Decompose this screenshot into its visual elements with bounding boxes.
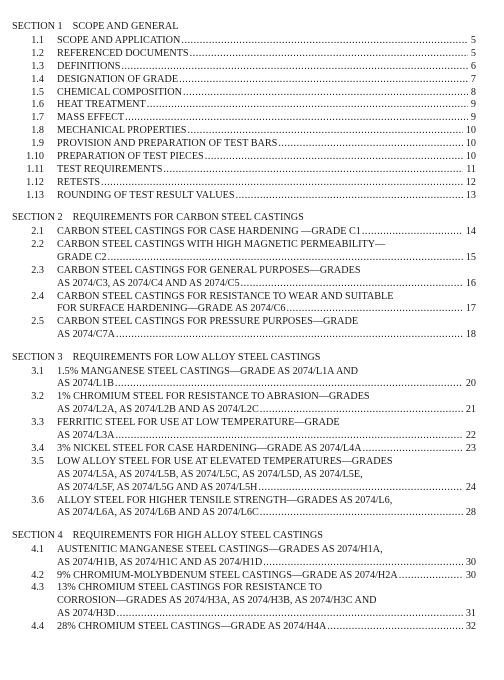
entry-text: [57, 163, 464, 176]
entry-number: 4.2: [31, 569, 44, 581]
entry-page-number: 28: [465, 507, 476, 519]
entry-text: [57, 506, 464, 519]
entry-text: [57, 251, 464, 264]
entry-text: [57, 581, 476, 594]
dot-leader: [263, 556, 463, 569]
entry-page-number: 20: [465, 378, 476, 390]
dot-leader: [121, 60, 468, 73]
entry-number: 4.3: [31, 582, 44, 594]
entry-page-number: 14: [465, 226, 476, 237]
entry-page-number: 13: [465, 189, 476, 201]
entry-number: 1.10: [26, 151, 44, 162]
section-number: SECTION 2: [12, 212, 63, 224]
toc-entry[interactable]: [0, 225, 504, 238]
toc-entry[interactable]: [0, 47, 504, 60]
entry-page-number: 17: [465, 303, 476, 315]
entry-text: [57, 594, 476, 607]
entry-text: [57, 225, 464, 238]
toc-entry[interactable]: [0, 290, 504, 303]
entry-title: AS 2074/L1B: [57, 378, 114, 390]
dot-leader: [399, 569, 463, 582]
entry-number: 1.9: [31, 138, 44, 150]
entry-number: 1.12: [26, 176, 44, 188]
dot-leader: [183, 86, 468, 99]
dot-leader: [287, 302, 464, 315]
entry-text: [57, 543, 476, 556]
toc-entry-continuation[interactable]: [0, 556, 504, 569]
dot-leader: [205, 150, 463, 163]
entry-page-number: 7: [470, 73, 476, 85]
entry-page-number: 32: [465, 621, 476, 633]
entry-number: 1.2: [31, 47, 44, 59]
entry-title: ROUNDING OF TEST RESULT VALUES: [57, 189, 235, 201]
entry-title: 1.5% MANGANESE STEEL CASTINGS—GRADE AS 2074/L1A AND: [57, 365, 359, 377]
dot-leader: [260, 403, 463, 416]
dot-leader: [260, 506, 463, 519]
entry-page-number: 18: [465, 329, 476, 341]
dot-leader: [241, 277, 463, 290]
entry-text: [57, 429, 464, 442]
toc-entry[interactable]: [0, 264, 504, 277]
entry-text: [57, 290, 476, 303]
entry-number: 3.1: [31, 365, 44, 377]
toc-entry[interactable]: [0, 543, 504, 556]
dot-leader: [116, 328, 463, 341]
entry-number: 3.4: [31, 442, 44, 454]
toc-entry[interactable]: [0, 137, 504, 150]
entry-number: 2.1: [31, 226, 44, 237]
entry-text: [57, 442, 464, 455]
entry-title: AS 2074/H1B, AS 2074/H1C AND AS 2074/H1D: [57, 556, 263, 568]
entry-text: [57, 365, 476, 378]
toc-entry[interactable]: [0, 60, 504, 73]
entry-text: [57, 302, 464, 315]
entry-number: 1.8: [31, 125, 44, 137]
dot-leader: [278, 137, 463, 150]
entry-page-number: 12: [465, 176, 476, 188]
dot-leader: [125, 111, 468, 124]
entry-title: 9% CHROMIUM-MOLYBDENUM STEEL CASTINGS—GRADE AS 2074/H2A: [57, 569, 398, 581]
entry-title: 28% CHROMIUM STEEL CASTINGS—GRADE AS 2074/H4A: [57, 621, 327, 633]
entry-title: DEFINITIONS: [57, 60, 121, 72]
toc-entry[interactable]: [0, 163, 504, 176]
entry-title: CARBON STEEL CASTINGS FOR GENERAL PURPOSES—GRADES: [57, 264, 361, 276]
entry-page-number: 5: [470, 34, 476, 46]
entry-page-number: 5: [470, 47, 476, 59]
toc-entry-continuation[interactable]: [0, 377, 504, 390]
entry-page-number: 11: [466, 163, 476, 175]
entry-text: [57, 403, 464, 416]
entry-title: TEST REQUIREMENTS: [57, 163, 163, 175]
entry-title: 3% NICKEL STEEL FOR CASE HARDENING—GRADE AS 2074/L4A: [57, 442, 362, 454]
entry-number: 1.13: [26, 189, 44, 201]
entry-title: AS 2074/L2A, AS 2074/L2B AND AS 2074/L2C: [57, 404, 259, 416]
entry-text: [57, 111, 469, 124]
toc-entry-continuation[interactable]: [0, 607, 504, 620]
entry-title: LOW ALLOY STEEL FOR USE AT ELEVATED TEMPERATURES—GRADES: [57, 455, 393, 467]
entry-text: [57, 607, 464, 620]
entry-text: [57, 315, 476, 328]
entry-text: [57, 238, 476, 251]
toc-entry[interactable]: [0, 365, 504, 378]
toc-entry[interactable]: [0, 238, 504, 251]
toc-entry[interactable]: [0, 455, 504, 468]
entry-page-number: 10: [465, 138, 476, 150]
toc-entry[interactable]: [0, 150, 504, 163]
entry-page-number: 31: [465, 608, 476, 620]
entry-text: [57, 620, 464, 633]
entry-title: CARBON STEEL CASTINGS WITH HIGH MAGNETIC PERMEABILITY—: [57, 238, 386, 250]
entry-page-number: 10: [465, 151, 476, 162]
toc-entry[interactable]: [0, 620, 504, 633]
section-heading: [12, 212, 304, 224]
entry-text: [57, 189, 464, 202]
toc-entry[interactable]: [0, 494, 504, 507]
entry-number: 1.1: [31, 34, 44, 46]
toc-entry-continuation[interactable]: [0, 251, 504, 264]
entry-page-number: 22: [465, 430, 476, 441]
entry-text: [57, 264, 476, 277]
entry-title: FOR SURFACE HARDENING—GRADE AS 2074/C6: [57, 303, 286, 315]
toc-entry[interactable]: [0, 176, 504, 189]
entry-text: [57, 328, 464, 341]
toc-entry-continuation[interactable]: [0, 481, 504, 494]
entry-page-number: 24: [465, 481, 476, 493]
entry-title: 13% CHROMIUM STEEL CASTINGS FOR RESISTANCE TO: [57, 582, 323, 594]
section-title: REQUIREMENTS FOR CARBON STEEL CASTINGS: [72, 212, 304, 224]
toc-entry[interactable]: [0, 73, 504, 86]
dot-leader: [181, 34, 468, 47]
entry-number: 3.5: [31, 455, 44, 467]
entry-text: [57, 277, 464, 290]
dot-leader: [258, 481, 463, 494]
section-number: SECTION 4: [12, 529, 63, 541]
entry-page-number: 9: [470, 112, 476, 124]
entry-title: 1% CHROMIUM STEEL FOR RESISTANCE TO ABRASION—GRADES: [57, 391, 370, 403]
entry-title: CARBON STEEL CASTINGS FOR PRESSURE PURPOSES—GRADE: [57, 316, 359, 328]
toc-entry-continuation[interactable]: [0, 468, 504, 481]
section-heading: [12, 21, 179, 33]
entry-text: [57, 569, 464, 582]
section-heading: [12, 352, 320, 364]
entry-text: [57, 377, 464, 390]
dot-leader: [363, 442, 463, 455]
section-title: REQUIREMENTS FOR LOW ALLOY STEEL CASTINGS: [72, 351, 321, 363]
entry-title: PREPARATION OF TEST PIECES: [57, 151, 204, 162]
toc-entry-continuation[interactable]: [0, 594, 504, 607]
dot-leader: [179, 73, 468, 86]
entry-title: MECHANICAL PROPERTIES: [57, 125, 187, 137]
section-title: SCOPE AND GENERAL: [72, 21, 179, 32]
entry-number: 2.2: [31, 238, 44, 250]
entry-page-number: 15: [465, 251, 476, 263]
entry-text: [57, 98, 469, 111]
section-number: SECTION 3: [12, 351, 63, 363]
entry-title: MASS EFFECT: [57, 112, 125, 124]
entry-page-number: 16: [465, 277, 476, 289]
toc-entry-continuation[interactable]: [0, 506, 504, 519]
entry-number: 1.3: [31, 60, 44, 72]
entry-title: GRADE C2: [57, 251, 107, 263]
dot-leader: [236, 189, 463, 202]
entry-text: [57, 137, 464, 150]
entry-page-number: 30: [465, 556, 476, 568]
entry-number: 3.6: [31, 494, 44, 506]
toc-entry-continuation[interactable]: [0, 277, 504, 290]
entry-number: 1.11: [26, 163, 44, 175]
entry-title: HEAT TREATMENT: [57, 99, 146, 111]
entry-title: CARBON STEEL CASTINGS FOR CASE HARDENING —GRADE C1: [57, 226, 361, 237]
entry-title: CHEMICAL COMPOSITION: [57, 86, 182, 98]
entry-text: [57, 176, 464, 189]
toc-entry[interactable]: [0, 111, 504, 124]
entry-page-number: 8: [470, 86, 476, 98]
entry-title: AS 2074/C3, AS 2074/C4 AND AS 2074/C5: [57, 277, 240, 289]
entry-number: 3.2: [31, 391, 44, 403]
entry-text: [57, 481, 464, 494]
toc-entry[interactable]: [0, 569, 504, 582]
entry-number: 1.7: [31, 112, 44, 124]
entry-title: RETESTS: [57, 176, 101, 188]
entry-title: AS 2074/H3D: [57, 608, 116, 620]
toc-entry[interactable]: [0, 86, 504, 99]
entry-number: 1.6: [31, 99, 44, 111]
toc-entry-continuation[interactable]: [0, 403, 504, 416]
entry-title: ALLOY STEEL FOR HIGHER TENSILE STRENGTH—GRADES AS 2074/L6,: [57, 494, 393, 506]
entry-title: AS 2074/L5A, AS 2074/L5B, AS 2074/L5C, AS 2074/L5D, AS 2074/L5E,: [57, 468, 363, 480]
toc-entry[interactable]: [0, 581, 504, 594]
entry-text: [57, 124, 464, 137]
toc-entry-continuation[interactable]: [0, 302, 504, 315]
entry-text: [57, 47, 469, 60]
entry-title: AUSTENITIC MANGANESE STEEL CASTINGS—GRADES AS 2074/H1A,: [57, 543, 383, 555]
entry-title: DESIGNATION OF GRADE: [57, 73, 179, 85]
section-heading: [12, 530, 323, 542]
toc-entry[interactable]: [0, 98, 504, 111]
toc-entry[interactable]: [0, 34, 504, 47]
entry-text: [57, 416, 476, 429]
dot-leader: [190, 47, 468, 60]
entry-text: [57, 73, 469, 86]
entry-page-number: 21: [465, 404, 476, 416]
entry-number: 4.4: [31, 621, 44, 633]
entry-page-number: 30: [465, 569, 476, 581]
entry-text: [57, 150, 464, 163]
entry-page-number: 10: [465, 125, 476, 137]
section-title: REQUIREMENTS FOR HIGH ALLOY STEEL CASTINGS: [72, 529, 323, 541]
dot-leader: [187, 124, 463, 137]
entry-title: SCOPE AND APPLICATION: [57, 34, 181, 46]
entry-page-number: 23: [465, 442, 476, 454]
entry-number: 2.5: [31, 316, 44, 328]
dot-leader: [163, 163, 463, 176]
entry-text: [57, 390, 476, 403]
entry-text: [57, 455, 476, 468]
entry-number: 4.1: [31, 543, 44, 555]
dot-leader: [115, 377, 463, 390]
entry-number: 2.4: [31, 290, 44, 302]
entry-title: PROVISION AND PREPARATION OF TEST BARS: [57, 138, 278, 150]
entry-number: 3.3: [31, 417, 44, 429]
dot-leader: [327, 620, 463, 633]
toc-entry[interactable]: [0, 315, 504, 328]
dot-leader: [117, 607, 463, 620]
entry-page-number: 6: [470, 60, 476, 72]
entry-title: FERRITIC STEEL FOR USE AT LOW TEMPERATURE—GRADE: [57, 417, 340, 429]
dot-leader: [147, 98, 468, 111]
entry-title: REFERENCED DOCUMENTS: [57, 47, 189, 59]
toc-entry[interactable]: [0, 124, 504, 137]
entry-number: 1.5: [31, 86, 44, 98]
toc-entry-continuation[interactable]: [0, 328, 504, 341]
entry-title: AS 2074/L3A: [57, 430, 115, 441]
entry-text: [57, 60, 469, 73]
entry-title: AS 2074/L6A, AS 2074/L6B AND AS 2074/L6C: [57, 507, 259, 519]
dot-leader: [101, 176, 463, 189]
entry-text: [57, 34, 469, 47]
section-number: SECTION 1: [12, 21, 63, 32]
entry-text: [57, 468, 476, 481]
toc-entry[interactable]: [0, 416, 504, 429]
toc-entry[interactable]: [0, 390, 504, 403]
entry-number: 1.4: [31, 73, 44, 85]
dot-leader: [108, 251, 463, 264]
entry-text: [57, 86, 469, 99]
entry-title: CORROSION—GRADES AS 2074/H3A, AS 2074/H3B, AS 2074/H3C AND: [57, 595, 377, 607]
dot-leader: [115, 429, 463, 442]
entry-page-number: 9: [470, 99, 476, 111]
entry-title: CARBON STEEL CASTINGS FOR RESISTANCE TO WEAR AND SUITABLE: [57, 290, 394, 302]
entry-text: [57, 556, 464, 569]
entry-title: AS 2074/L5F, AS 2074/L5G AND AS 2074/L5H: [57, 481, 258, 493]
dot-leader: [362, 225, 463, 238]
entry-title: AS 2074/C7A: [57, 329, 116, 341]
toc-entry[interactable]: [0, 442, 504, 455]
entry-number: 2.3: [31, 264, 44, 276]
toc-entry-continuation[interactable]: [0, 429, 504, 442]
toc-entry[interactable]: [0, 189, 504, 202]
entry-text: [57, 494, 476, 507]
